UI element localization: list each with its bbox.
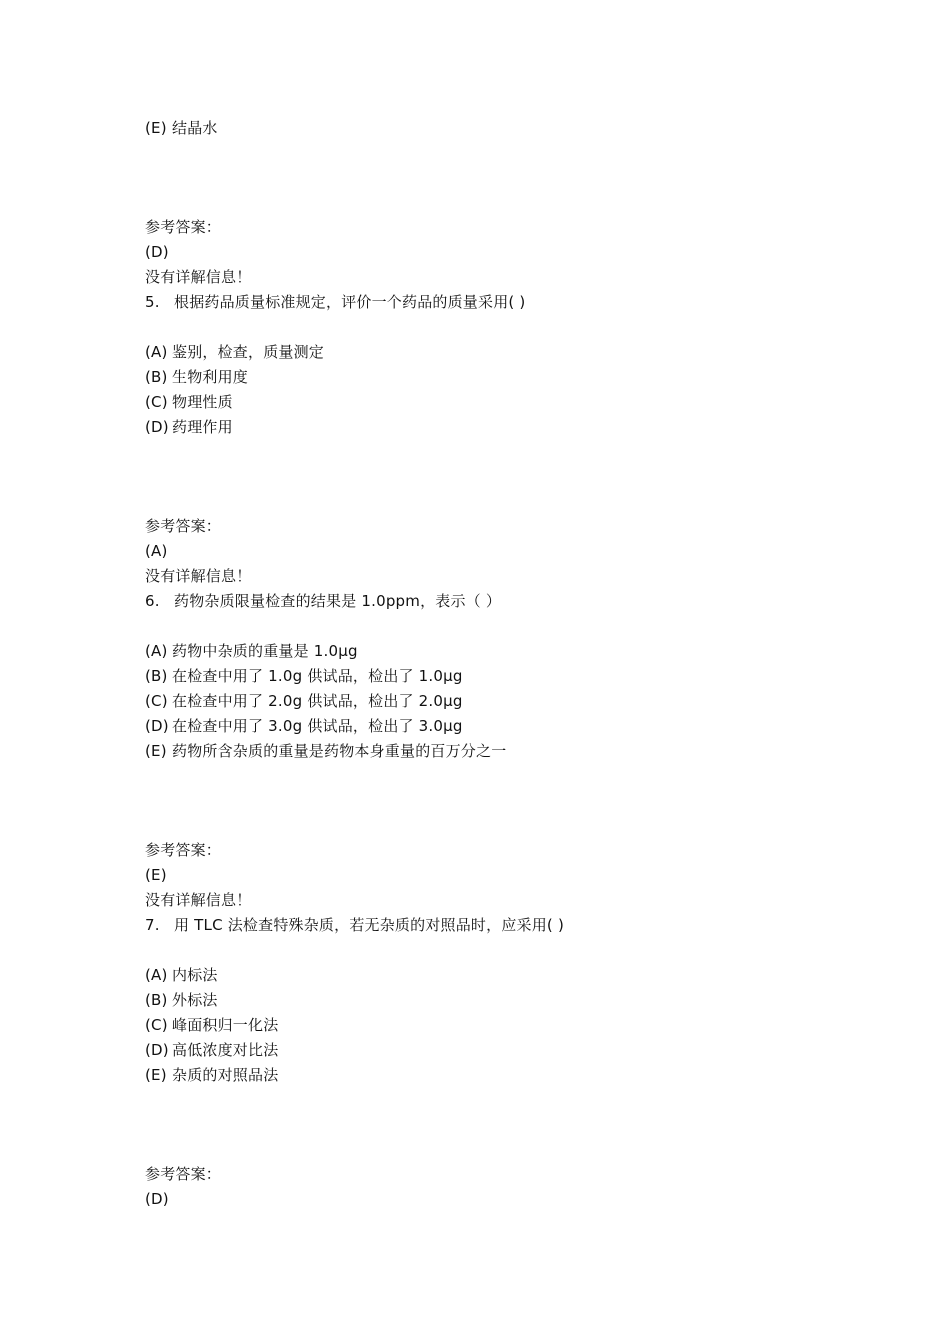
- option-line: [145, 1065, 278, 1085]
- question-number: 7.: [145, 916, 160, 934]
- option-text: 外标法: [172, 991, 218, 1009]
- question-stem: [145, 915, 564, 935]
- explanation-note: 没有详解信息！: [145, 891, 252, 909]
- option-line: [145, 367, 248, 387]
- option-line: [145, 392, 233, 412]
- option-text: 在检查中用了 2.0g 供试品，检出了 2.0μg: [172, 692, 463, 710]
- option-key: (B): [145, 991, 168, 1009]
- option-line: [145, 741, 506, 761]
- option-line: [145, 417, 233, 437]
- option-key: (D): [145, 717, 169, 735]
- option-line: [145, 1015, 278, 1035]
- option-text: 结晶水: [172, 119, 218, 137]
- option-text: 高低浓度对比法: [172, 1041, 279, 1059]
- answer-value: (D): [145, 1190, 169, 1208]
- answer-value: (E): [145, 866, 167, 884]
- option-text: 峰面积归一化法: [172, 1016, 279, 1034]
- option-text: 物理性质: [172, 393, 233, 411]
- question-number: 5.: [145, 293, 160, 311]
- option-text: 药物中杂质的重量是 1.0μg: [172, 642, 358, 660]
- option-text: 杂质的对照品法: [172, 1066, 279, 1084]
- option-key: (B): [145, 667, 168, 685]
- option-key: (E): [145, 119, 167, 137]
- question-text: 根据药品质量标准规定，评价一个药品的质量采用( ): [174, 293, 526, 311]
- option-text: 在检查中用了 1.0g 供试品，检出了 1.0μg: [172, 667, 463, 685]
- explanation-note: 没有详解信息！: [145, 268, 252, 286]
- question-stem: [145, 292, 525, 312]
- option-line: [145, 342, 324, 362]
- option-key: (D): [145, 418, 169, 436]
- option-key: (E): [145, 1066, 167, 1084]
- answer-value: (D): [145, 243, 169, 261]
- option-key: (C): [145, 1016, 168, 1034]
- option-key: (A): [145, 343, 168, 361]
- question-number: 6.: [145, 592, 160, 610]
- option-key: (C): [145, 393, 168, 411]
- option-line: [145, 716, 463, 736]
- option-line: [145, 666, 463, 686]
- option-key: (B): [145, 368, 168, 386]
- explanation-note: 没有详解信息！: [145, 567, 252, 585]
- question-text: 药物杂质限量检查的结果是 1.0ppm，表示（ ）: [174, 592, 502, 610]
- option-text: 在检查中用了 3.0g 供试品，检出了 3.0μg: [172, 717, 463, 735]
- option-line: [145, 1040, 278, 1060]
- option-line: [145, 965, 218, 985]
- answer-value: (A): [145, 542, 168, 560]
- option-line: [145, 118, 218, 138]
- option-text: 内标法: [172, 966, 218, 984]
- option-line: [145, 990, 218, 1010]
- option-key: (E): [145, 742, 167, 760]
- question-text: 用 TLC 法检查特殊杂质，若无杂质的对照品时，应采用( ): [174, 916, 565, 934]
- option-text: 鉴别，检查，质量测定: [172, 343, 325, 361]
- answer-label: 参考答案：: [145, 517, 222, 535]
- answer-label: 参考答案：: [145, 1165, 222, 1183]
- option-text: 药理作用: [172, 418, 233, 436]
- answer-label: 参考答案：: [145, 841, 222, 859]
- option-key: (A): [145, 642, 168, 660]
- option-key: (A): [145, 966, 168, 984]
- option-line: [145, 641, 358, 661]
- option-text: 药物所含杂质的重量是药物本身重量的百万分之一: [172, 742, 507, 760]
- option-text: 生物利用度: [172, 368, 249, 386]
- option-key: (C): [145, 692, 168, 710]
- option-line: [145, 691, 463, 711]
- question-stem: [145, 591, 501, 611]
- answer-label: 参考答案：: [145, 218, 222, 236]
- option-key: (D): [145, 1041, 169, 1059]
